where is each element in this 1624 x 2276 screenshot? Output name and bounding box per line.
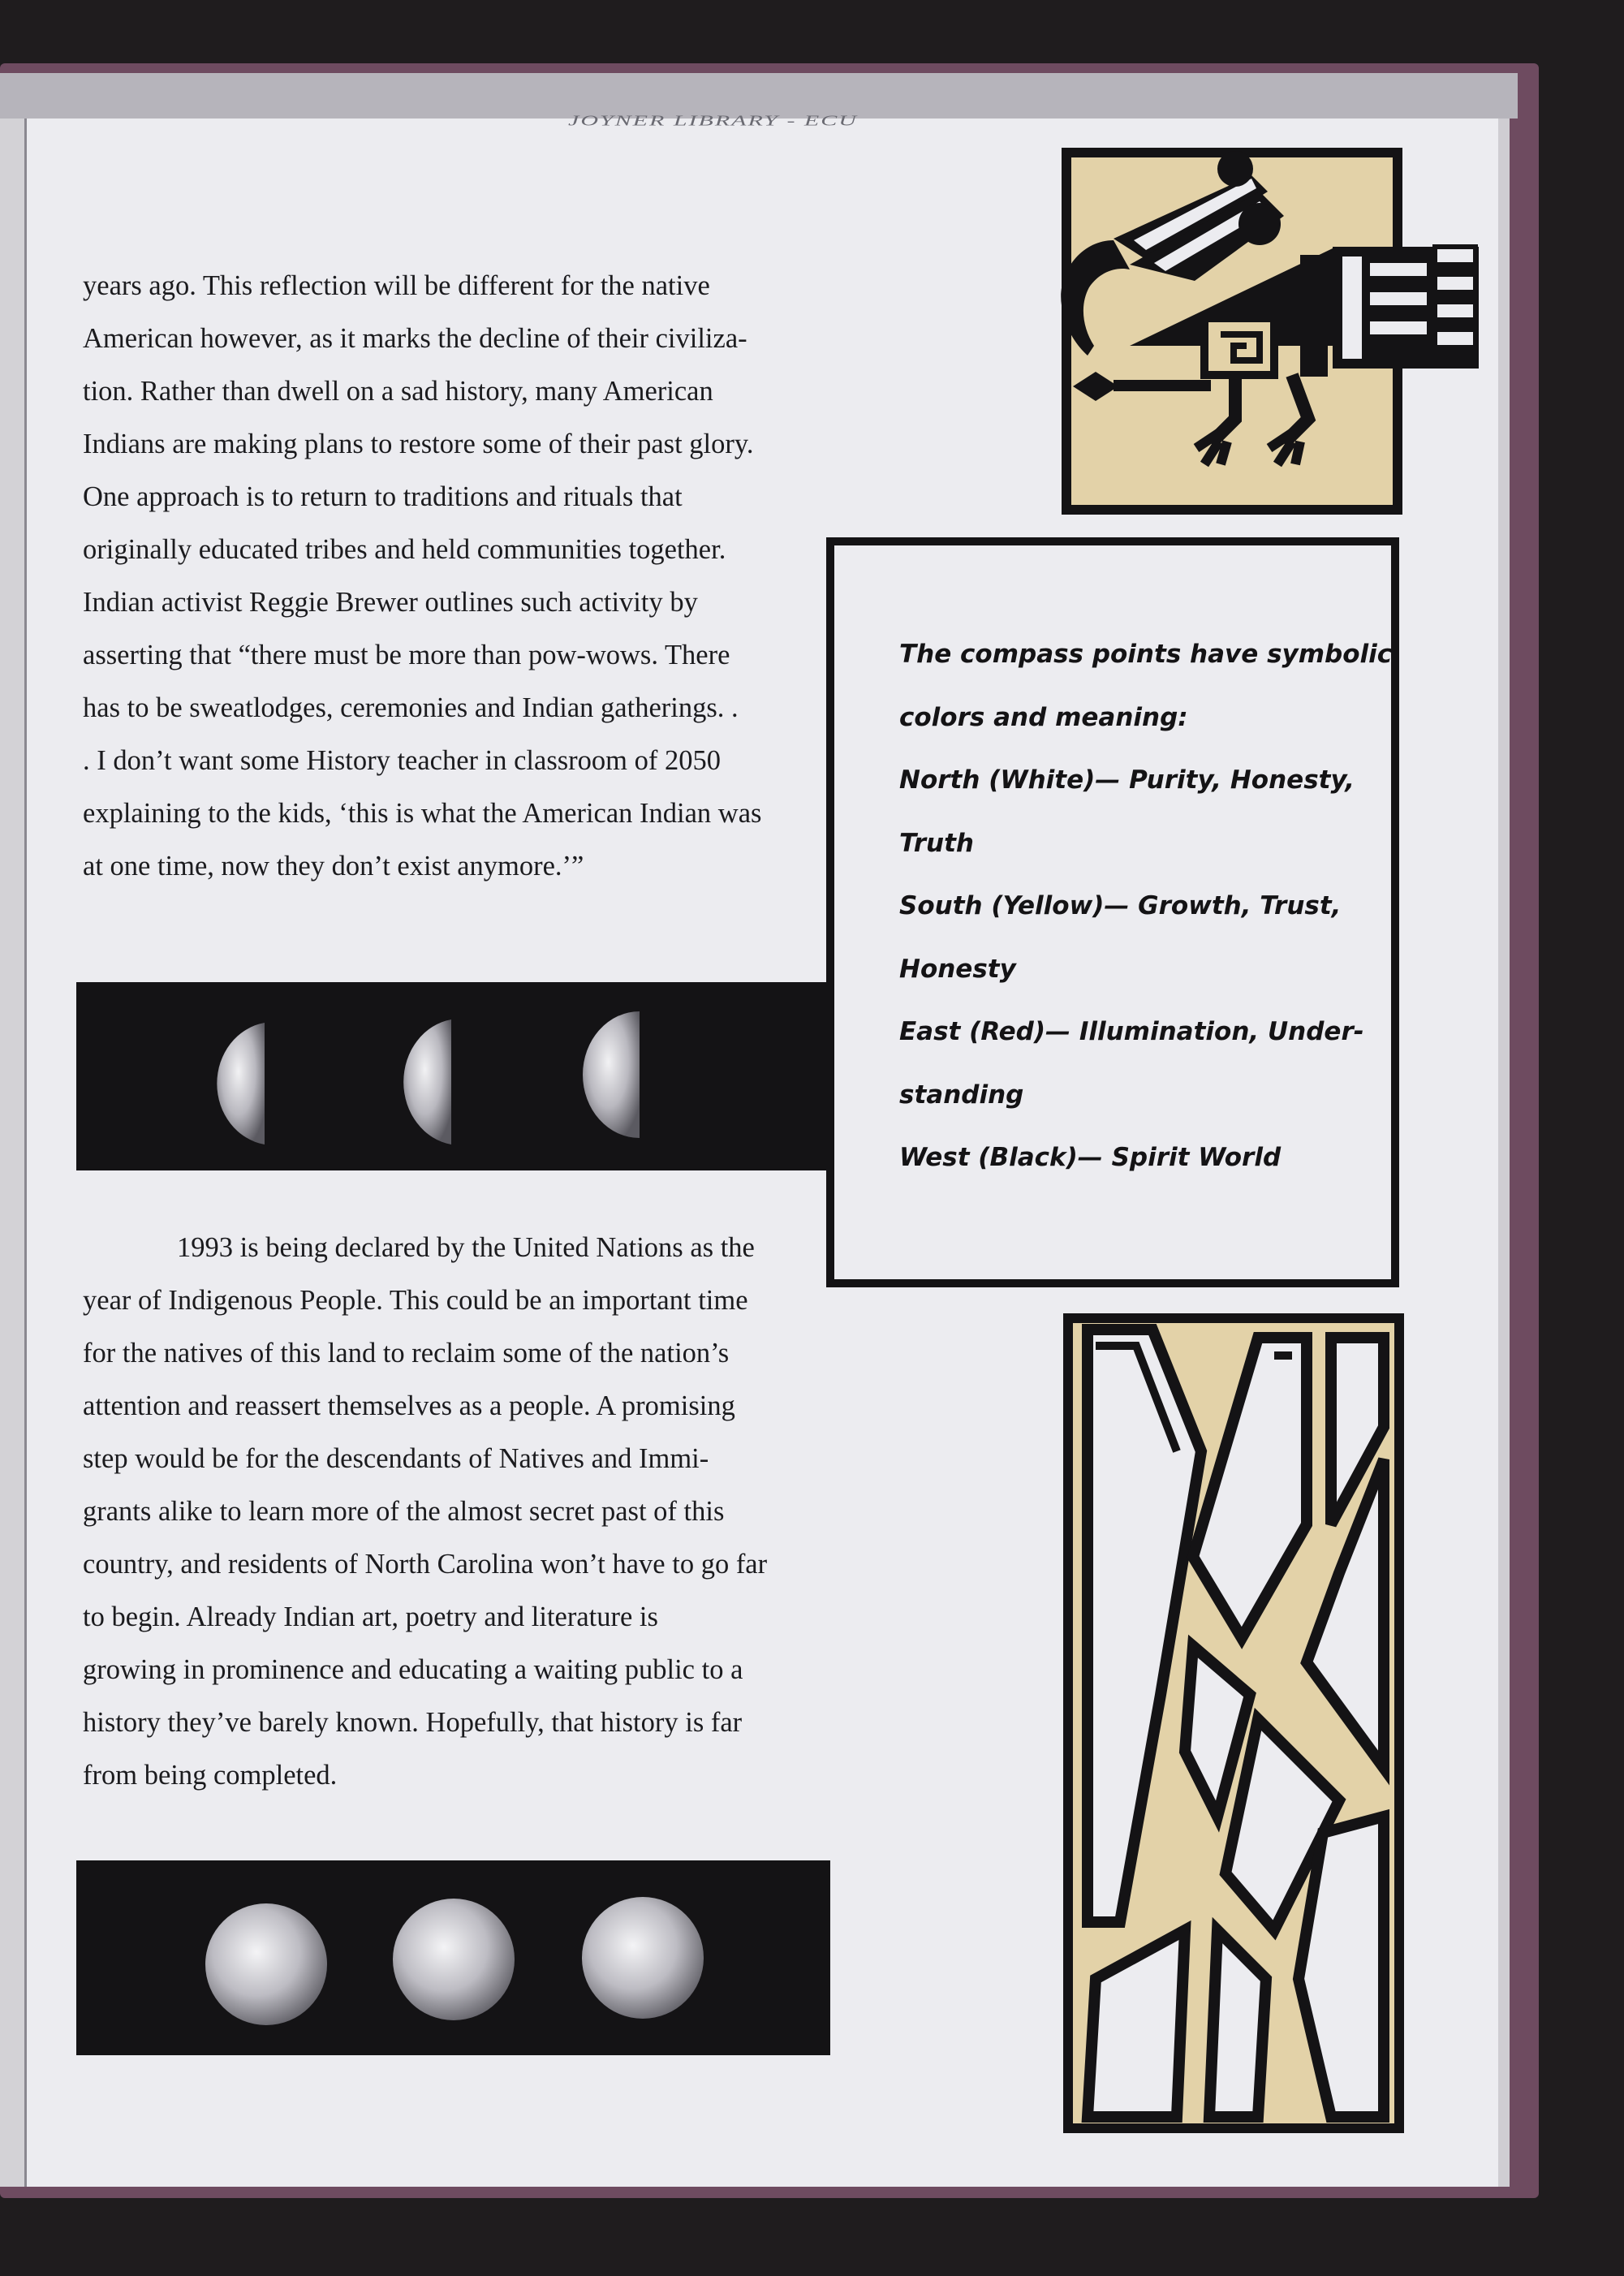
compass-info-text bbox=[899, 623, 1394, 1190]
text-line: explaining to the kids, ‘this is what the American Indian was bbox=[83, 798, 762, 829]
full-moon-3 bbox=[582, 1897, 704, 2019]
text-line: One approach is to return to traditions and rituals that bbox=[83, 481, 683, 512]
geometric-pattern-panel bbox=[1063, 1313, 1404, 2133]
text-line: years ago. This reflection will be different for the native bbox=[83, 270, 710, 301]
text-line: year of Indigenous People. This could be an important time bbox=[83, 1285, 748, 1316]
library-stamp: JOYNER LIBRARY - ECU bbox=[568, 112, 858, 129]
text-line: has to be sweatlodges, ceremonies and Indian gatherings. . bbox=[83, 692, 739, 723]
text-line: step would be for the descendants of Natives and Immi- bbox=[83, 1443, 709, 1474]
text-line: from being completed. bbox=[83, 1760, 338, 1791]
text-line: at one time, now they don’t exist anymore.’” bbox=[83, 851, 584, 882]
info-line: standing bbox=[899, 1080, 1024, 1110]
full-moon-1 bbox=[205, 1903, 327, 2025]
text-line: attention and reassert themselves as a people. A promising bbox=[83, 1390, 735, 1421]
text-line: growing in prominence and educating a waiting public to a bbox=[83, 1654, 743, 1685]
info-line: North (White)— Purity, Honesty, bbox=[899, 765, 1355, 795]
text-line: grants alike to learn more of the almost secret past of this bbox=[83, 1496, 725, 1527]
info-line: West (Black)— Spirit World bbox=[899, 1143, 1282, 1172]
text-line: . I don’t want some History teacher in classroom of 2050 bbox=[83, 745, 721, 776]
text-line: asserting that “there must be more than pow-wows. There bbox=[83, 640, 730, 670]
info-line: Truth bbox=[899, 828, 974, 858]
text-line: to begin. Already Indian art, poetry and literature is bbox=[83, 1601, 658, 1632]
half-moon-1 bbox=[217, 1023, 265, 1144]
compass-info-box bbox=[826, 537, 1399, 1287]
text-line: American however, as it marks the decline of their civiliza- bbox=[83, 323, 747, 354]
half-moon-images bbox=[76, 982, 831, 1170]
text-line: tion. Rather than dwell on a sad history, many American bbox=[83, 376, 713, 407]
half-moon-2 bbox=[403, 1019, 451, 1144]
info-line: Honesty bbox=[899, 954, 1016, 984]
full-moons-band bbox=[76, 1860, 830, 2055]
full-moon-2 bbox=[393, 1899, 515, 2020]
text-line: 1993 is being declared by the United Nations as the bbox=[177, 1232, 755, 1263]
text-line: history they’ve barely known. Hopefully, that history is far bbox=[83, 1707, 743, 1738]
half-moon-3 bbox=[583, 1011, 640, 1138]
info-line: South (Yellow)— Growth, Trust, bbox=[899, 891, 1342, 920]
info-line: East (Red)— Illumination, Under- bbox=[899, 1017, 1364, 1046]
text-line: originally educated tribes and held communities together. bbox=[83, 534, 726, 565]
text-line: Indian activist Reggie Brewer outlines such activity by bbox=[83, 587, 698, 618]
article-paragraph-2 bbox=[83, 1222, 787, 1802]
text-line: Indians are making plans to restore some of their past glory. bbox=[83, 429, 754, 459]
article-paragraph-1 bbox=[83, 260, 787, 893]
full-moon-images bbox=[76, 1860, 830, 2055]
info-line: colors and meaning: bbox=[899, 702, 1188, 732]
text-line: country, and residents of North Carolina won’t have to go far bbox=[83, 1549, 768, 1580]
text-line: for the natives of this land to reclaim some of the nation’s bbox=[83, 1338, 730, 1369]
page-edge bbox=[1498, 119, 1510, 2187]
eagle-illustration bbox=[992, 143, 1479, 524]
info-line: The compass points have symbolic bbox=[899, 640, 1393, 669]
page-stack-top bbox=[0, 73, 1518, 119]
half-moons-band bbox=[76, 982, 831, 1170]
book-gutter bbox=[0, 119, 27, 2187]
